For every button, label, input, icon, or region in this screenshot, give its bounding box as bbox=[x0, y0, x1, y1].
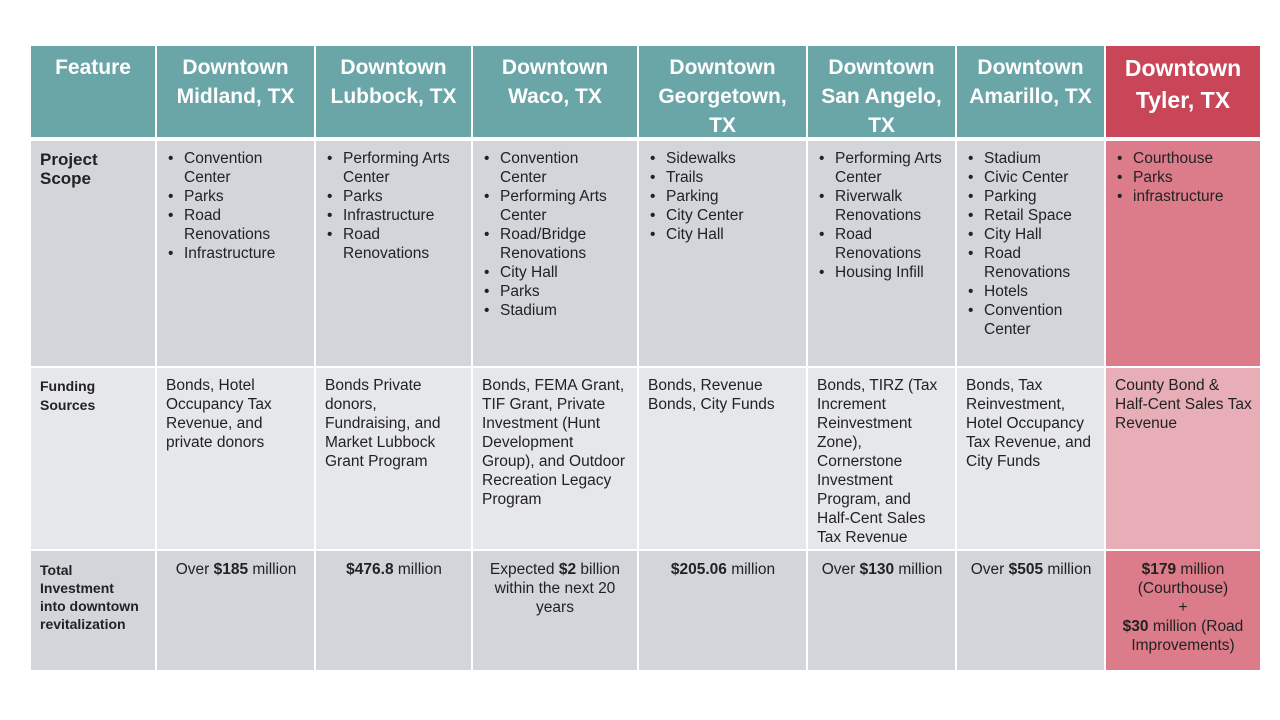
list-item: • Courthouse bbox=[1115, 149, 1252, 168]
scope-lubbock bbox=[316, 141, 471, 368]
row-label-total-investment: Total Investment into downtown revitalization bbox=[31, 551, 155, 670]
list-item: • Performing Arts Center bbox=[482, 187, 629, 225]
funding-amarillo: Bonds, Tax Reinvestment, Hotel Occupancy Tax Revenue, and City Funds bbox=[957, 368, 1104, 551]
funding-midland: Bonds, Hotel Occupancy Tax Revenue, and private donors bbox=[157, 368, 314, 551]
header-waco: Downtown Waco, TX bbox=[473, 46, 637, 141]
list-item: • Road Renovations bbox=[325, 225, 463, 263]
investment-georgetown: $205.06 million bbox=[639, 551, 806, 670]
list-item: • City Hall bbox=[966, 225, 1096, 244]
list-item: • Road Renovations bbox=[817, 225, 947, 263]
investment-amarillo: Over $505 million bbox=[957, 551, 1104, 670]
list-item: • Infrastructure bbox=[166, 244, 306, 263]
list-item: • City Hall bbox=[648, 225, 798, 244]
header-amarillo: Downtown Amarillo, TX bbox=[957, 46, 1104, 141]
list-item: • infrastructure bbox=[1115, 187, 1252, 206]
row-label-funding-sources: Funding Sources bbox=[31, 368, 155, 551]
list-item: • Infrastructure bbox=[325, 206, 463, 225]
list-item: • Riverwalk Renovations bbox=[817, 187, 947, 225]
list-item: • Convention Center bbox=[482, 149, 629, 187]
list-item: • Parking bbox=[648, 187, 798, 206]
funding-georgetown: Bonds, Revenue Bonds, City Funds bbox=[639, 368, 806, 551]
list-item: • Retail Space bbox=[966, 206, 1096, 225]
list-item: • Stadium bbox=[966, 149, 1096, 168]
investment-waco: Expected $2 billion within the next 20 years bbox=[473, 551, 637, 670]
comparison-table bbox=[31, 46, 1252, 670]
list-item: • City Hall bbox=[482, 263, 629, 282]
investment-midland: Over $185 million bbox=[157, 551, 314, 670]
list-item: • Performing Arts Center bbox=[817, 149, 947, 187]
scope-midland bbox=[157, 141, 314, 368]
funding-tyler: County Bond & Half-Cent Sales Tax Revenue bbox=[1106, 368, 1260, 551]
scope-amarillo bbox=[957, 141, 1104, 368]
header-midland: Downtown Midland, TX bbox=[157, 46, 314, 141]
row-label-project-scope: Project Scope bbox=[31, 141, 155, 368]
header-lubbock: Downtown Lubbock, TX bbox=[316, 46, 471, 141]
scope-georgetown bbox=[639, 141, 806, 368]
header-tyler: Downtown Tyler, TX bbox=[1106, 46, 1260, 141]
list-item: • Convention Center bbox=[966, 301, 1096, 339]
list-item: • Road Renovations bbox=[166, 206, 306, 244]
list-item: • Parking bbox=[966, 187, 1096, 206]
scope-waco bbox=[473, 141, 637, 368]
list-item: • City Center bbox=[648, 206, 798, 225]
list-item: • Stadium bbox=[482, 301, 629, 320]
list-item: • Housing Infill bbox=[817, 263, 947, 282]
funding-waco: Bonds, FEMA Grant, TIF Grant, Private Investment (Hunt Development Group), and Outdoor Recreation Legacy Program bbox=[473, 368, 637, 551]
list-item: • Sidewalks bbox=[648, 149, 798, 168]
header-georgetown: Downtown Georgetown, TX bbox=[639, 46, 806, 141]
scope-san-angelo bbox=[808, 141, 955, 368]
funding-san-angelo: Bonds, TIRZ (Tax Increment Reinvestment Zone), Cornerstone Investment Program, and Half-Cent Sales Tax Revenue bbox=[808, 368, 955, 551]
investment-lubbock: $476.8 million bbox=[316, 551, 471, 670]
list-item: • Parks bbox=[1115, 168, 1252, 187]
header-san-angelo: Downtown San Angelo, TX bbox=[808, 46, 955, 141]
funding-lubbock: Bonds Private donors, Fundraising, and Market Lubbock Grant Program bbox=[316, 368, 471, 551]
investment-tyler: $179 million (Courthouse) + $30 million (Road Improvements) bbox=[1106, 551, 1260, 670]
header-feature: Feature bbox=[31, 46, 155, 141]
list-item: • Civic Center bbox=[966, 168, 1096, 187]
list-item: • Trails bbox=[648, 168, 798, 187]
list-item: • Parks bbox=[482, 282, 629, 301]
list-item: • Road/Bridge Renovations bbox=[482, 225, 629, 263]
list-item: • Performing Arts Center bbox=[325, 149, 463, 187]
list-item: • Road Renovations bbox=[966, 244, 1096, 282]
list-item: • Hotels bbox=[966, 282, 1096, 301]
scope-tyler bbox=[1106, 141, 1260, 368]
list-item: • Convention Center bbox=[166, 149, 306, 187]
list-item: • Parks bbox=[325, 187, 463, 206]
investment-san-angelo: Over $130 million bbox=[808, 551, 955, 670]
list-item: • Parks bbox=[166, 187, 306, 206]
